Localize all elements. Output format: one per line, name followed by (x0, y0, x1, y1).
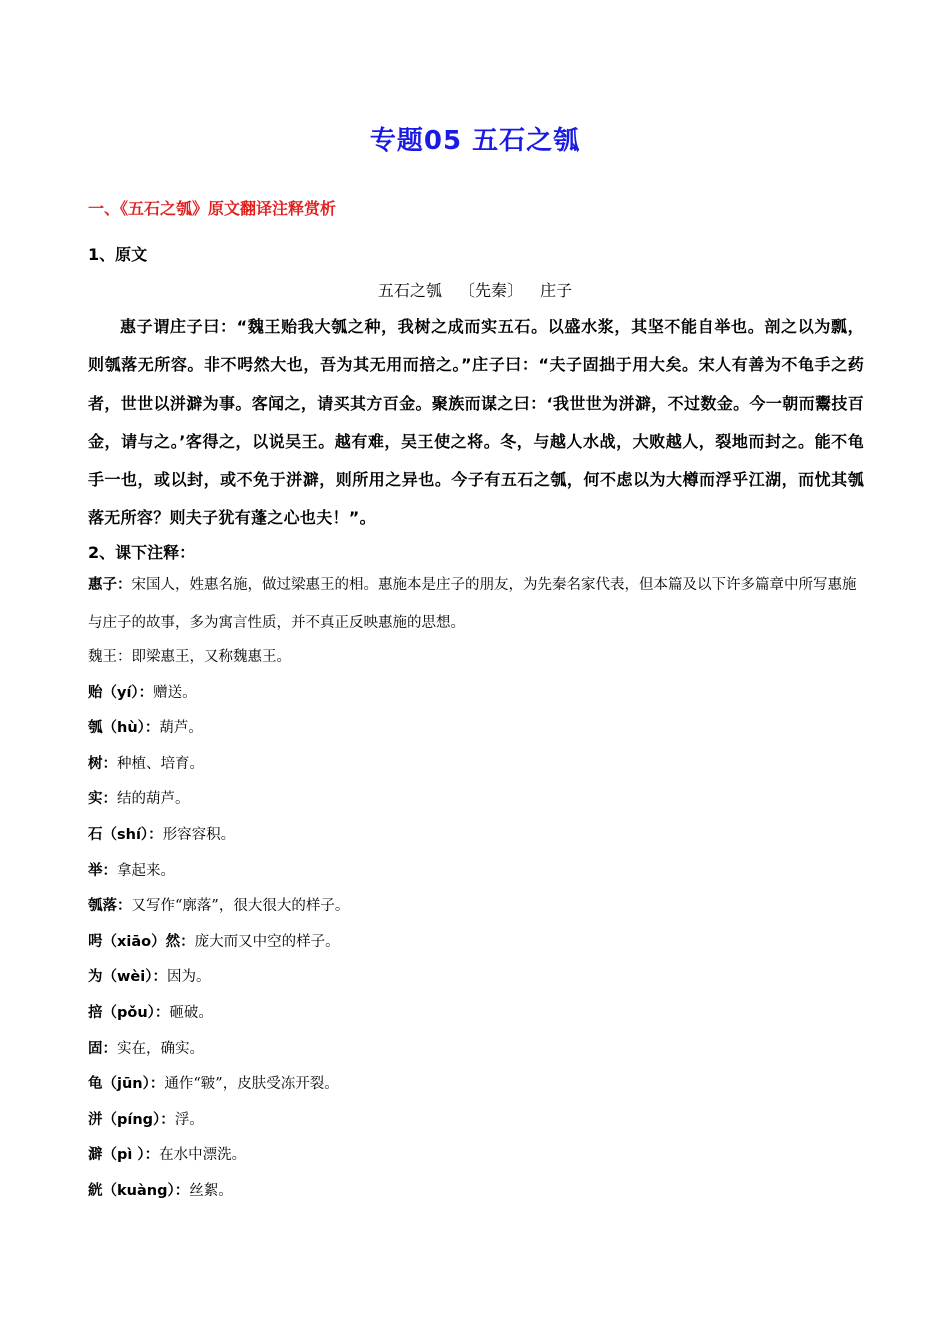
section-heading: 一、《五石之瓠》原文翻译注释赏析 (88, 199, 337, 218)
note-term: 瓠落： (88, 898, 132, 915)
note-definition: 魏王：即梁惠王，又称魏惠王。 (88, 649, 291, 665)
original-subheading: 1、原文 (88, 245, 148, 264)
note-term: 絖（kuàng）： (88, 1182, 190, 1199)
note-item (88, 566, 864, 642)
note-term: 呺（xiāo）然： (88, 933, 195, 950)
note-term: 澼（pì ）： (88, 1147, 160, 1164)
notes-subheading: 2、课下注释： (88, 543, 196, 562)
note-item (88, 1032, 864, 1068)
note-definition: 宋国人，姓惠名施，做过梁惠王的相。惠施本是庄子的朋友，为先秦名家代表，但本篇及以下许多篇章中所写惠施与庄子的故事，多为寓言性质，并不真正反映惠施的思想。 (88, 577, 857, 631)
note-term: 瓠（hù）： (88, 720, 160, 737)
note-item (88, 676, 864, 712)
poem-dynasty: 〔先秦〕 (458, 281, 523, 300)
poem-author: 庄子 (540, 281, 573, 300)
note-item (88, 747, 864, 783)
note-definition: 砸破。 (169, 1004, 213, 1021)
note-item (88, 854, 864, 890)
poem-header (0, 278, 950, 301)
note-term: 龟（jūn）： (88, 1076, 165, 1093)
note-definition: 形容容积。 (162, 826, 236, 843)
note-definition: 实在，确实。 (117, 1040, 204, 1057)
note-item (88, 640, 864, 676)
note-definition: 种植、培育。 (117, 755, 204, 772)
note-definition: 又写作“廓落”，很大很大的样子。 (131, 898, 350, 915)
page-title: 专题05 五石之瓠 (369, 126, 581, 156)
note-item (88, 1103, 864, 1139)
note-item (88, 711, 864, 747)
note-item (88, 1067, 864, 1103)
note-term: 掊（pǒu）： (88, 1004, 170, 1021)
note-definition: 赠送。 (153, 684, 197, 701)
note-definition: 通作“皲”，皮肤受冻开裂。 (164, 1076, 339, 1093)
note-item (88, 818, 864, 854)
note-definition: 拿起来。 (117, 862, 175, 879)
note-term: 惠子： (88, 577, 132, 593)
original-text: 惠子谓庄子曰：“魏王贻我大瓠之种，我树之成而实五石。以盛水浆，其坚不能自举也。剖之以为瓢，则瓠落无所容。非不呺然大也，吾为其无用而掊之。”庄子曰：“夫子固拙于用大矣。宋人有善为不龟手之药者，世世以洴澼为事。客闻之，请买其方百金。聚族而谋之曰：‘我世世为洴澼，不过数金。今一朝而鬻技百金，请与之。’客得之，以说吴王。越有难，吴王使之将。冬，与越人水战，大败越人，裂地而封之。能不龟手一也，或以封，或不免于洴澼，则所用之异也。今子有五石之瓠，何不虑以为大樽而浮乎江湖，而忧其瓠落无所容？则夫子犹有蓬之心也夫！”。 (88, 317, 864, 528)
note-item (88, 960, 864, 996)
note-definition: 在水中漂洗。 (159, 1147, 247, 1164)
note-item (88, 1138, 864, 1174)
note-item (88, 925, 864, 961)
note-item (88, 782, 864, 818)
note-definition: 丝絮。 (189, 1182, 233, 1199)
poem-name: 五石之瓠 (377, 281, 442, 300)
note-definition: 因为。 (166, 969, 211, 986)
note-term: 举： (88, 862, 117, 879)
note-definition: 葫芦。 (159, 720, 203, 737)
note-definition: 浮。 (174, 1111, 204, 1128)
note-item (88, 1174, 864, 1210)
note-item (88, 889, 864, 925)
note-item (88, 996, 864, 1032)
note-term: 实： (88, 791, 117, 808)
note-definition: 结的葫芦。 (117, 791, 190, 808)
note-term: 洴（píng）： (88, 1111, 175, 1128)
notes-list (88, 566, 864, 1210)
note-term: 树： (88, 755, 117, 772)
note-term: 贻（yí）： (88, 684, 154, 701)
note-term: 为（wèi）： (88, 969, 167, 986)
note-term: 固： (88, 1040, 117, 1057)
note-term: 石（shí）： (88, 826, 163, 843)
note-definition: 庞大而又中空的样子。 (194, 933, 340, 950)
